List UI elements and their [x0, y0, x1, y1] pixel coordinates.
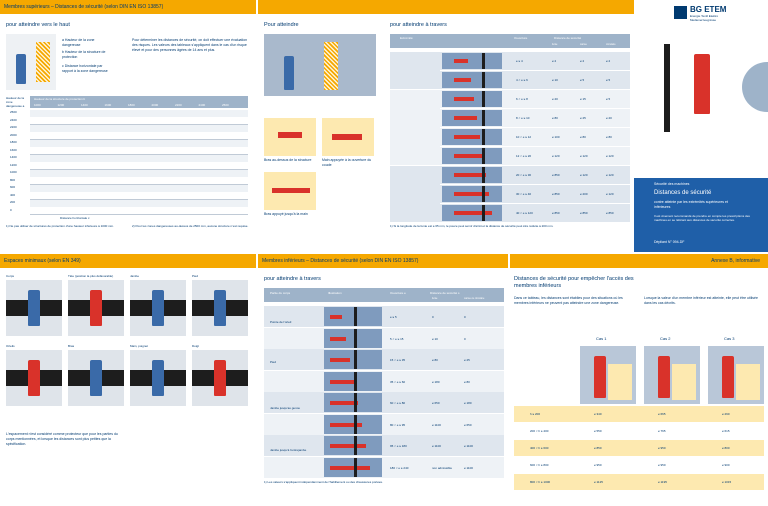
- square-value: ≥ 1100: [464, 444, 473, 448]
- opening-value: 30 < e ≤ 40: [516, 192, 532, 196]
- height-range: 200 < h ≤ 400: [530, 429, 549, 433]
- slot-value: ≥ 2: [552, 59, 557, 63]
- label-a: a Hauteur de la zone dangereuse: [62, 38, 95, 47]
- slot-value: ≥ 20: [552, 97, 558, 101]
- section-subtitle: pour atteindre vers le haut: [6, 22, 70, 28]
- person-figure: [722, 356, 734, 398]
- group-foot: Pied: [270, 360, 277, 364]
- case1-value: ≥ 850: [594, 446, 602, 450]
- note-1: 1) Ne pas utiliser de structures de protection d'une hauteur inférieure à 1000 mm.: [6, 224, 114, 228]
- opening-value: 180 < e ≤ 240: [390, 465, 409, 470]
- square-value: ≥ 650: [464, 422, 472, 427]
- slot-value: non admissible: [432, 465, 453, 470]
- row-label: 800: [10, 177, 16, 182]
- row-label: 1200: [10, 162, 17, 167]
- barrier: [482, 91, 485, 107]
- row-label: 1600: [10, 147, 17, 152]
- col-header: 1400: [81, 103, 88, 107]
- fig-label: Pied: [192, 274, 199, 278]
- section-subtitle: Pour atteindre: [264, 22, 299, 28]
- circle-value: ≥ 850: [606, 211, 614, 215]
- barrier: [354, 329, 357, 348]
- col-illustration: Illustration: [328, 291, 342, 295]
- row-label: 1000: [10, 170, 17, 174]
- barrier: [482, 167, 485, 183]
- panel-lower-limbs: [258, 254, 508, 506]
- row-label: 2000: [10, 132, 17, 137]
- circle-value: ≥ 120: [606, 173, 614, 177]
- opening-value: 8 < e ≤ 10: [516, 116, 530, 120]
- col-distance: Distance de sécurité s: [430, 291, 460, 295]
- hand-diagram: [264, 172, 316, 210]
- square-value: ≥ 180: [464, 401, 472, 405]
- person-figure: [152, 360, 164, 396]
- person-figure: [594, 356, 606, 398]
- height-range: 400 < h ≤ 600: [530, 446, 549, 450]
- panel-upper-limbs-reach-up: [0, 0, 256, 252]
- foot-figure: [330, 466, 370, 470]
- circle-value: ≥ 5: [606, 97, 611, 101]
- hand-figure: [454, 135, 480, 139]
- row-label: 1800: [10, 140, 17, 144]
- arm-figure: [278, 132, 302, 138]
- reach-up-diagram: [6, 34, 56, 90]
- barrier: [354, 350, 357, 369]
- square-value: ≥ 2: [580, 59, 585, 63]
- square-value: 0: [464, 315, 466, 319]
- square-value: ≥ 120: [580, 154, 588, 158]
- circle-shape: [742, 62, 768, 112]
- square-value: ≥ 80: [580, 135, 586, 139]
- cover-illustration: [634, 34, 768, 144]
- circle-value: ≥ 80: [606, 135, 612, 139]
- cover-ref: Dépliant N° 094-DF: [654, 240, 685, 244]
- gap-figure: [68, 350, 124, 406]
- fig-label-2: Main appuyée à la ouverture du coude: [322, 158, 372, 167]
- elbow-diagram: [264, 118, 316, 156]
- fig-label-3: Bras appuyé jusqu'à la main: [264, 212, 308, 216]
- slot-value: ≥ 10: [432, 336, 438, 341]
- height-range: 600 < h ≤ 800: [530, 463, 549, 467]
- barrier: [482, 129, 485, 145]
- gap-figure: [192, 280, 248, 336]
- opening-value: 95 < e ≤ 180: [390, 444, 407, 448]
- hand-figure: [454, 154, 483, 158]
- row-stripe: [30, 185, 248, 192]
- slot-value: ≥ 650: [432, 401, 440, 405]
- gap-figure: [6, 280, 62, 336]
- row-label: 600: [10, 185, 16, 189]
- barrier: [354, 307, 357, 326]
- person-figure: [214, 290, 226, 326]
- opening-value: 40 < e ≤ 120: [516, 211, 533, 215]
- circle-value: ≥ 120: [606, 192, 614, 196]
- case2-value: ≥ 665: [658, 412, 666, 416]
- gap-figure: [6, 350, 62, 406]
- yellow-block: [736, 364, 760, 400]
- panel-title-bar: Espaces minimaux (selon EN 349): [0, 254, 256, 268]
- row-label: 200: [10, 200, 16, 204]
- hazard-zone: [324, 42, 338, 90]
- slot-value: ≥ 10: [552, 78, 558, 82]
- case3-value: ≥ 1015: [722, 480, 732, 484]
- slot-value: ≥ 80: [432, 358, 438, 362]
- square-value: ≥ 25: [464, 358, 470, 362]
- opening-value: 6 < e ≤ 8: [516, 97, 528, 101]
- row-label: 1400: [10, 155, 17, 159]
- square-value: ≥ 850: [580, 211, 588, 215]
- intro-paragraph: Dans ce tableau, les distances sont établies pour des situations où les membres inférieurs ne peuvent pas atteindre une zone dangereuse.: [514, 296, 623, 305]
- annex-label: Annexe B, informative: [711, 258, 760, 264]
- col-opening: Ouverture e: [390, 291, 406, 295]
- case1-value: ≥ 1125: [594, 480, 603, 484]
- square-value: ≥ 15: [580, 97, 586, 101]
- right-text: Lorsque la valeur d'un membre inférieur est atteinte, elle peut être utilisée dans les cas décrits.: [644, 296, 758, 305]
- table-footer: Distance horizontale c: [60, 216, 90, 220]
- barrier: [482, 53, 485, 69]
- shoulder-diagram: [322, 118, 374, 156]
- bg-etem-logo-icon: [674, 6, 687, 19]
- cover-title: Distances de sécurité: [654, 190, 712, 196]
- barrier: [482, 186, 485, 202]
- col-header: 2200: [175, 103, 182, 107]
- foot-figure: [330, 358, 350, 362]
- cover-body: Il est vivement recommandé de prendre en compte les prescriptions des machines en se référant aux distances de sécurité correctes.: [654, 214, 750, 222]
- col-header: 2000: [151, 103, 159, 107]
- panel-reach-through: [384, 0, 634, 252]
- slot-value: ≥ 850: [552, 192, 560, 196]
- case3-value: ≥ 615: [722, 429, 730, 433]
- fig-label: Bras: [68, 344, 75, 348]
- sub-circle: circulaire: [606, 43, 616, 46]
- person-figure: [28, 360, 40, 396]
- panel-bar: [384, 0, 634, 14]
- opening-value: 60 < e ≤ 80: [390, 401, 406, 405]
- square-value: ≥ 200: [580, 192, 588, 196]
- row-stripe: [30, 200, 248, 207]
- hand-figure: [454, 59, 468, 63]
- intro-paragraph: Pour déterminer les distances de sécurité, on doit effectuer une évaluation des risques. Les valeurs des tableaux s'appliquent dans le cas d'un risque élevé et pour des personnes âgées de 14 ans et plus.: [132, 38, 248, 52]
- table-note: 1) Les valeurs s'appliquent indépendamment de l'habillement ou des chaussures portées.: [264, 480, 383, 484]
- illustration-cell: [442, 53, 502, 69]
- person-figure: [658, 356, 670, 398]
- slot-value: ≥ 120: [552, 154, 560, 158]
- circle-value: ≥ 120: [606, 154, 614, 158]
- case2-value: ≥ 950: [658, 446, 666, 450]
- row-label: 2400: [10, 117, 17, 122]
- opening-value: e ≤ 4: [516, 59, 523, 63]
- person-figure: [90, 290, 102, 326]
- group-toe-tip: Pointe de l'orteil: [270, 320, 292, 324]
- yellow-block: [672, 364, 696, 400]
- square-value: ≥ 5: [580, 78, 585, 82]
- panel-minimum-gaps: [0, 254, 256, 506]
- case-figure: [644, 346, 700, 404]
- sub-slot: fente: [432, 297, 438, 300]
- col-header: 2500: [222, 103, 229, 107]
- row-stripe: [30, 170, 248, 177]
- label-b: b Hauteur de la structure de protection: [62, 50, 106, 59]
- table-note: 1) Si la longitude de la fente est ≤ 65 mm, le pouce peut servir d'arrêt et la distance de sécurité peut être réduite à 200 mm.: [390, 224, 554, 228]
- col-header: 1200: [57, 103, 65, 107]
- square-value: 0: [464, 336, 466, 341]
- height-range: h ≤ 200: [530, 412, 540, 416]
- label-c: c Distance horizontale par rapport à la zone dangereuse: [62, 64, 108, 73]
- case3-value: ≥ 900: [722, 463, 730, 467]
- logo-tagline-1: Energie Textil Elektro: [690, 14, 719, 18]
- opening-value: e ≤ 5: [390, 315, 397, 319]
- opening-value: 15 < e ≤ 35: [390, 358, 406, 362]
- foot-figure: [330, 444, 366, 448]
- fig-label: Main, poignet: [130, 344, 149, 348]
- row-stripe: [30, 155, 248, 162]
- opening-value: 4 < e ≤ 6: [516, 78, 528, 82]
- row-stripe: [30, 110, 248, 117]
- case3-value: ≥ 290: [722, 412, 730, 416]
- barrier: [354, 436, 357, 455]
- row-divider: [30, 214, 248, 215]
- illustration-cell: [442, 72, 502, 88]
- barrier: [482, 110, 485, 126]
- opening-value: 20 < e ≤ 30: [516, 173, 532, 177]
- group-crotch: Jambe jusqu'à l'entrejambe: [270, 448, 307, 452]
- person-figure: [28, 290, 40, 326]
- height-range: 800 < h ≤ 1000: [530, 480, 551, 484]
- group-bg: [390, 166, 440, 222]
- slot-value: ≥ 1100: [432, 444, 441, 448]
- slot-value: ≥ 80: [552, 116, 558, 120]
- table-header-title: Hauteur de la structure de protection b: [34, 97, 86, 101]
- reach-over-diagram: [264, 34, 376, 96]
- col-header: 1000: [34, 103, 41, 107]
- gap-figure: [192, 350, 248, 406]
- opening-value: 10 < e ≤ 12: [516, 135, 532, 139]
- opening-value: 5 < e ≤ 15: [390, 336, 404, 341]
- barrier: [664, 44, 670, 132]
- worker-figure: [284, 56, 294, 90]
- case2-value: ≥ 765: [658, 429, 666, 433]
- row-bg: [264, 328, 504, 349]
- opening-value: 80 < e ≤ 95: [390, 422, 406, 427]
- slot-value: 0: [432, 315, 434, 319]
- hand-figure: [454, 78, 471, 82]
- square-value: ≥ 1100: [464, 465, 473, 470]
- col-header: 1800: [128, 103, 135, 107]
- case2-value: ≥ 1195: [658, 480, 667, 484]
- foot-figure: [330, 315, 342, 319]
- group-bg: [390, 90, 440, 165]
- table-header-bg: [390, 34, 630, 48]
- barrier: [482, 72, 485, 88]
- barrier: [482, 148, 485, 164]
- slot-value: ≥ 100: [552, 135, 560, 139]
- section-subtitle: Distances de sécurité pour empêcher l'accès des membres inférieurs: [514, 276, 634, 289]
- panel-title-bar: Membres supérieurs – Distances de sécurité (selon DIN EN ISO 13857): [0, 0, 256, 14]
- foot-figure: [330, 337, 346, 341]
- slot-value: ≥ 180: [432, 379, 440, 384]
- section-subtitle: pour atteindre à travers: [264, 276, 321, 282]
- case-figure: [580, 346, 636, 404]
- hand-figure: [454, 211, 492, 215]
- cover-panel: [634, 0, 768, 252]
- case2-value: ≥ 950: [658, 463, 666, 467]
- panel-title-bar: Membres inférieurs – Distances de sécurité (selon DIN EN ISO 13857): [258, 254, 508, 268]
- note-2: 2) Pour les zones dangereuses au-dessus de 2500 mm, aucune structure n'est requise.: [132, 224, 249, 228]
- section-subtitle: pour atteindre à travers: [390, 22, 447, 28]
- person-figure: [152, 290, 164, 326]
- case-figure: [708, 346, 764, 404]
- fig-label: Jambe: [130, 274, 140, 278]
- cover-series: Sécurité des machines: [654, 182, 690, 186]
- case3-value: ≥ 800: [722, 446, 730, 450]
- cover-subtitle: contre atteinte par les extrémités supérieures et inférieures: [654, 200, 728, 209]
- col-header: 2400: [198, 103, 206, 107]
- panel-annex-b: [510, 254, 768, 506]
- foot-figure: [330, 423, 362, 427]
- hazard-zone: [36, 42, 50, 82]
- arm-figure: [332, 134, 362, 140]
- table-row-label: Hauteur de la zone dangereuse a: [6, 96, 25, 108]
- row-label: 0: [10, 207, 12, 212]
- case1-value: ≥ 950: [594, 463, 602, 467]
- foot-figure: [330, 380, 354, 384]
- logo-text: BG ETEM: [690, 5, 727, 14]
- hand-figure: [454, 97, 474, 101]
- red-figure: [694, 54, 710, 114]
- slot-value: ≥ 850: [552, 173, 560, 177]
- square-value: ≥ 25: [580, 116, 586, 120]
- case-label: Cas 1: [596, 336, 607, 341]
- group-bg: [390, 52, 440, 89]
- opening-value: 35 < e ≤ 60: [390, 379, 406, 384]
- circle-value: ≥ 2: [606, 59, 611, 63]
- slot-value: ≥ 1100: [432, 422, 441, 427]
- slot-value: ≥ 850: [552, 211, 560, 215]
- sub-square: carrée ou circulaire: [464, 297, 485, 300]
- barrier: [354, 393, 357, 412]
- circle-value: ≥ 5: [606, 78, 611, 82]
- fig-label: Corps: [6, 274, 15, 278]
- gap-note: L'espacement n'est considéré comme protecteur que pour les parties du corps mentionnées, et lorsque les distances sont plus petites que la spécification.: [6, 432, 118, 446]
- hand-figure: [454, 116, 477, 120]
- barrier: [354, 458, 357, 477]
- square-value: ≥ 120: [580, 173, 588, 177]
- panel-title-bar: [510, 254, 768, 268]
- circle-value: ≥ 20: [606, 116, 612, 120]
- row-stripe: [30, 140, 248, 147]
- barrier: [354, 415, 357, 434]
- row-stripe: [30, 125, 248, 132]
- case1-value: ≥ 550: [594, 429, 602, 433]
- person-figure: [214, 360, 226, 396]
- panel-reach-over: [258, 0, 384, 252]
- worker-figure: [16, 54, 26, 84]
- col-header: 1600: [104, 103, 112, 107]
- person-figure: [90, 360, 102, 396]
- fig-label: Orteils: [6, 344, 15, 348]
- sub-square: carrée: [580, 43, 587, 46]
- barrier: [482, 205, 485, 221]
- square-value: ≥ 80: [464, 379, 470, 384]
- gap-figure: [68, 280, 124, 336]
- case1-value: ≥ 340: [594, 412, 602, 416]
- row-bg: [264, 306, 504, 327]
- group-knee: Jambe jusqu'au genou: [270, 406, 301, 410]
- fig-label: Doigt: [192, 344, 200, 348]
- case-label: Cas 2: [660, 336, 671, 341]
- row-label: 400: [10, 192, 16, 197]
- gap-figure: [130, 280, 186, 336]
- fig-label-1: Bras au-dessus de la structure: [264, 158, 312, 162]
- row-label: 2200: [10, 125, 17, 129]
- col-opening: Ouverture: [514, 36, 528, 40]
- row-label: 2500: [10, 110, 17, 114]
- col-body-part: Partie du corps: [270, 291, 291, 295]
- case-label: Cas 3: [724, 336, 735, 341]
- fig-label: Tête (position la plus défavorable): [68, 274, 114, 278]
- logo-tagline-2: Medienerzeugnisse: [690, 18, 717, 22]
- arm-figure: [272, 188, 310, 193]
- sub-slot: fente: [552, 43, 558, 46]
- col-extremity: Extrémité: [400, 36, 413, 40]
- gap-figure: [130, 350, 186, 406]
- panel-bar: [258, 0, 384, 14]
- col-distance: Distance de sécurité: [554, 36, 582, 40]
- opening-value: 12 < e ≤ 20: [516, 154, 532, 158]
- yellow-block: [608, 364, 632, 400]
- barrier: [354, 372, 357, 391]
